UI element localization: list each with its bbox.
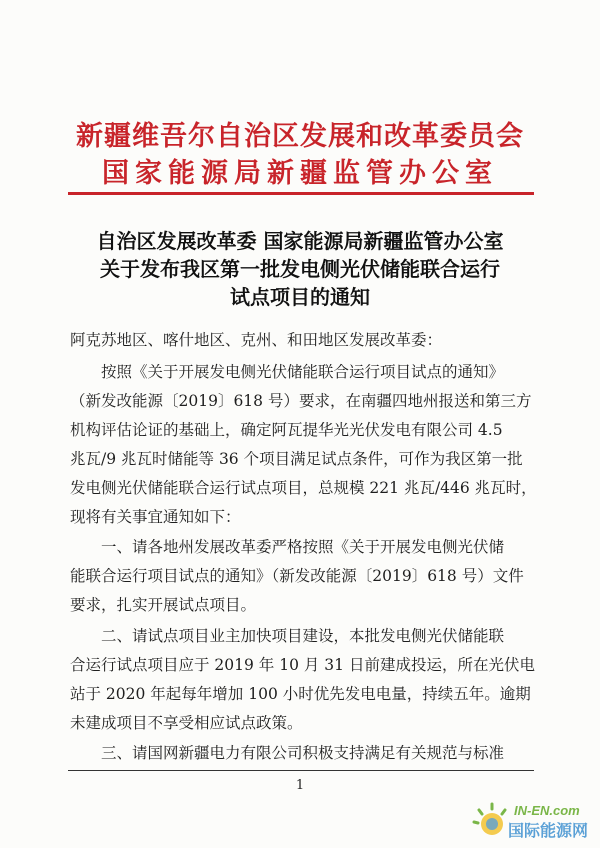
watermark-logo — [470, 800, 596, 844]
salutation: 阿克苏地区、喀什地区、克州、和田地区发展改革委： — [70, 331, 443, 349]
footer-divider — [68, 770, 534, 771]
body-line: 按照《关于开展发电侧光伏储能联合运行项目试点的通知》 — [70, 363, 505, 381]
body-line: 发电侧光伏储能联合运行试点项目，总规模 221 兆瓦/446 兆瓦时， — [70, 479, 537, 497]
letterhead-divider — [68, 192, 534, 195]
body-line: 站于 2020 年起每年增加 100 小时优先发电电量，持续五年。逾期 — [70, 685, 531, 703]
document-title-line-1: 自治区发展改革委 国家能源局新疆监管办公室 — [96, 229, 504, 253]
watermark-cn-text: 国际能源网 — [508, 821, 589, 840]
watermark-en-text: IN-EN.com — [514, 803, 580, 818]
body-line: 要求，扎实开展试点项目。 — [70, 596, 257, 614]
body-line: 一、请各地州发展改革委严格按照《关于开展发电侧光伏储 — [70, 538, 505, 556]
body-line: 未建成项目不享受相应试点政策。 — [70, 714, 303, 732]
page-number: 1 — [295, 778, 305, 793]
letterhead-line-2: 国家能源局新疆监管办公室 — [102, 158, 498, 189]
body-line: 能联合运行项目试点的通知》（新发改能源〔2019〕618 号）文件 — [70, 567, 524, 585]
body-line: 三、请国网新疆电力有限公司积极支持满足有关规范与标准 — [70, 744, 505, 762]
body-line: 二、请试点项目业主加快项目建设，本批发电侧光伏储能联 — [70, 627, 505, 645]
document-title-line-3: 试点项目的通知 — [230, 285, 370, 309]
letterhead-line-1: 新疆维吾尔自治区发展和改革委员会 — [76, 121, 524, 152]
body-line: 机构评估论证的基础上，确定阿瓦提华光光伏发电有限公司 4.5 — [70, 421, 503, 439]
body-line: 现将有关事宜通知如下： — [70, 508, 241, 526]
body-line: 兆瓦/9 兆瓦时储能等 36 个项目满足试点条件，可作为我区第一批 — [70, 450, 523, 468]
body-line: （新发改能源〔2019〕618 号）要求，在南疆四地州报送和第三方 — [70, 392, 532, 410]
document-title-line-2: 关于发布我区第一批发电侧光伏储能联合运行 — [100, 257, 500, 281]
body-line: 合运行试点项目应于 2019 年 10 月 31 日前建成投运，所在光伏电 — [70, 656, 535, 674]
